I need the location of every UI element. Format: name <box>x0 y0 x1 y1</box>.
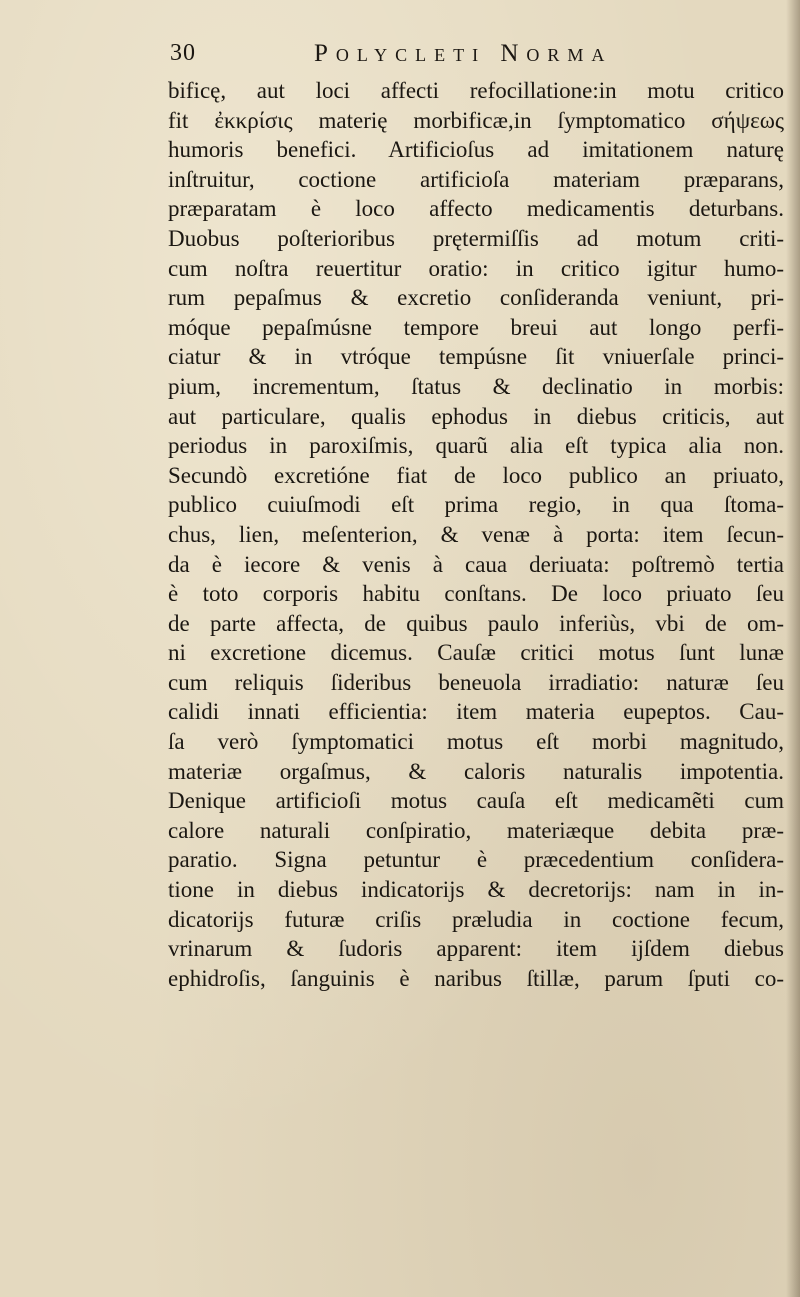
text-line: vrinarum & ſudoris apparent: item ijſdem diebus <box>168 936 784 962</box>
text-line: cum reliquis ſideribus beneuola irradiatio: naturæ ſeu <box>168 669 784 695</box>
text-line: cum noſtra reuertitur oratio: in critico igitur humo- <box>168 255 784 281</box>
page-header <box>170 40 790 76</box>
text-line: chus, lien, meſenterion, & venæ à porta: item ſecun- <box>168 521 784 547</box>
text-line: bificę, aut loci affecti refocillatione:in motu critico <box>168 78 784 103</box>
text-line: inſtruitur, coctione artificioſa materiam præparans, <box>168 166 784 192</box>
text-line: publico cuiuſmodi eſt prima regio, in qua ſtoma- <box>168 492 784 518</box>
text-line: Denique artificioſi motus cauſa eſt medicamẽti cum <box>168 788 784 814</box>
body-text <box>168 76 784 993</box>
text-line: da è iecore & venis à caua deriuata: poſtremò tertia <box>168 551 784 577</box>
text-line: Secundò excretióne fiat de loco publico an priuato, <box>168 462 784 488</box>
text-line: ciatur & in vtróque tempúsne ſit vniuerſale princi- <box>168 344 784 370</box>
text-line: è toto corporis habitu conſtans. De loco priuato ſeu <box>168 581 784 607</box>
page-gutter-shadow <box>786 0 800 1297</box>
text-line: ſa verò ſymptomatici motus eſt morbi magnitudo, <box>168 729 784 755</box>
text-line: calore naturali conſpiratio, materiæque debita præ- <box>168 817 784 843</box>
text-line: Duobus poſterioribus prętermiſſis ad motum criti- <box>168 225 784 251</box>
text-line: calidi innati efficientia: item materia eupeptos. Cau- <box>168 699 784 725</box>
text-line: paratio. Signa petuntur è præcedentium conſidera- <box>168 847 784 873</box>
text-line: humoris benefici. Artificioſus ad imitationem naturę <box>168 137 784 163</box>
text-line: ephidroſis, ſanguinis è naribus ſtillæ, parum ſputi co- <box>168 965 784 991</box>
page-number: 30 <box>170 40 196 66</box>
text-line: periodus in paroxiſmis, quarũ alia eſt typica alia non. <box>168 433 784 459</box>
running-head: Polycleti Norma <box>314 40 613 67</box>
text-line: de parte affecta, de quibus paulo inferiùs, vbi de om- <box>168 610 784 636</box>
text-line: fit ἐκκρίσις materię morbificæ,in ſymptomatico σήψεως <box>168 107 784 133</box>
text-line: præparatam è loco affecto medicamentis deturbans. <box>168 196 784 222</box>
text-line: móque pepaſmúsne tempore breui aut longo perfi- <box>168 314 784 340</box>
text-line: pium, incrementum, ſtatus & declinatio in morbis: <box>168 373 784 399</box>
text-line: aut particulare, qualis ephodus in diebus criticis, aut <box>168 403 784 429</box>
text-line: dicatorijs futuræ criſis præludia in coctione fecum, <box>168 906 784 932</box>
text-line: materiæ orgaſmus, & caloris naturalis impotentia. <box>168 758 784 784</box>
text-line: ni excretione dicemus. Cauſæ critici motus ſunt lunæ <box>168 640 784 666</box>
text-line: tione in diebus indicatorijs & decretorijs: nam in in- <box>168 877 784 903</box>
text-line: rum pepaſmus & excretio conſideranda veniunt, pri- <box>168 285 784 311</box>
